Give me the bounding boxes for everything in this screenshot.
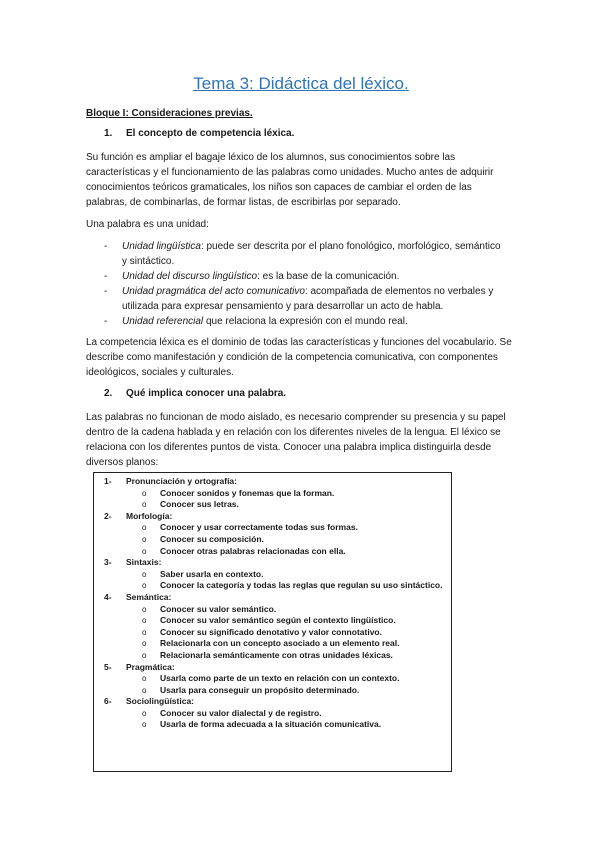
item-text: Conocer su significado denotativo y valor connotativo.	[160, 626, 382, 637]
category-label: Pragmática:	[126, 661, 175, 672]
paragraph-competence-function	[86, 150, 516, 210]
bullet-icon: o	[142, 488, 147, 498]
unit-description-cont: y sintáctico.	[122, 256, 175, 267]
text-line: características y el funcionamiento de las palabras como unidades. Mucho antes de adquirir	[86, 167, 494, 178]
section-number: 2.	[104, 388, 113, 399]
unit-description: : es la base de la comunicación.	[257, 271, 400, 282]
bullet-icon: o	[142, 604, 147, 614]
bullet-icon: o	[142, 569, 147, 579]
category-pragmatics	[104, 662, 451, 674]
bullet-icon: o	[142, 685, 147, 695]
text-line: Una palabra es una unidad:	[86, 219, 209, 230]
item-text: Conocer su composición.	[160, 533, 264, 544]
list-item	[104, 708, 451, 720]
list-item	[104, 522, 451, 534]
item-text: Relacionarla con un concepto asociado a un elemento real.	[160, 638, 400, 649]
unit-term: Unidad pragmática del acto comunicativo	[122, 286, 305, 297]
item-text: Usarla para conseguir un propósito determinado.	[160, 684, 360, 695]
bullet-icon: o	[142, 650, 147, 660]
unit-term: Unidad lingüística	[122, 241, 201, 252]
paragraph-lexical-competence	[86, 335, 516, 380]
text-line: dentro de la cadena hablada y en relación con los diferentes niveles de la lengua. El léxico se	[86, 427, 501, 438]
category-label: Sintaxis:	[126, 557, 162, 568]
section-number: 1.	[104, 128, 113, 139]
category-number: 4-	[104, 591, 112, 602]
item-text: Usarla de forma adecuada a la situación comunicativa.	[160, 719, 382, 730]
unit-description-cont: utilizada para expresar pensamiento y para desarrollar un acto de habla.	[122, 301, 444, 312]
category-label: Semántica:	[126, 591, 172, 602]
list-item	[104, 673, 451, 685]
category-label: Sociolingüística:	[126, 696, 195, 707]
category-pronunciation	[104, 476, 451, 488]
text-line: La competencia léxica es el dominio de todas las características y funciones del vocabulario. Se	[86, 337, 512, 348]
list-item	[104, 627, 451, 639]
item-text: Conocer su valor semántico según el contexto lingüístico.	[160, 615, 396, 626]
dash-marker: -	[104, 316, 108, 327]
category-label: Morfología:	[126, 510, 173, 521]
block-title: Bloque I: Consideraciones previas.	[86, 108, 253, 119]
section-heading-text: Qué implica conocer una palabra.	[126, 388, 287, 399]
text-line: relaciona con los diferentes puntos de vista. Conocer una palabra implica distinguirla desde	[86, 442, 492, 453]
bullet-icon: o	[142, 500, 147, 510]
text-line: Las palabras no funcionan de modo aislado, es necesario comprender su presencia y su papel	[86, 412, 506, 423]
text-line: palabras, de combinarlas, de formar listas, de escribirlas por separado.	[86, 197, 401, 208]
section-heading-1	[104, 128, 294, 139]
paragraph-word-unit	[86, 217, 516, 232]
list-item	[104, 615, 451, 627]
list-item	[104, 650, 451, 662]
bullet-icon: o	[142, 639, 147, 649]
unit-description: : puede ser descrita por el plano fonológico, morfológico, semántico	[200, 241, 501, 252]
list-item	[104, 719, 451, 731]
bullet-icon: o	[142, 581, 147, 591]
paragraph-knowing-word	[86, 410, 516, 470]
text-line: conocimientos teóricos gramaticales, los niños son capaces de cambiar el orden de las	[86, 182, 472, 193]
category-sociolinguistics	[104, 696, 451, 708]
dash-marker: -	[104, 241, 108, 252]
list-item	[86, 284, 516, 314]
item-text: Conocer sus letras.	[160, 499, 239, 510]
item-text: Conocer y usar correctamente todas sus formas.	[160, 522, 358, 533]
text-line: diversos planos:	[86, 457, 159, 468]
list-item	[104, 534, 451, 546]
word-knowledge-box	[93, 472, 452, 772]
item-text: Conocer sonidos y fonemas que la forman.	[160, 487, 335, 498]
item-text: Conocer otras palabras relacionadas con ella.	[160, 545, 346, 556]
section-heading-2	[104, 388, 286, 399]
item-text: Relacionarla semánticamente con otras unidades léxicas.	[160, 649, 393, 660]
bullet-icon: o	[142, 674, 147, 684]
bullet-icon: o	[142, 720, 147, 730]
list-item	[104, 685, 451, 697]
document-title: Tema 3: Didáctica del léxico.	[193, 74, 409, 93]
item-text: Conocer su valor semántico.	[160, 603, 277, 614]
bullet-icon: o	[142, 616, 147, 626]
bullet-icon: o	[142, 546, 147, 556]
category-label: Pronunciación y ortografía:	[126, 476, 237, 486]
category-morphology	[104, 511, 451, 523]
item-text: Saber usarla en contexto.	[160, 568, 264, 579]
section-heading-text: El concepto de competencia léxica.	[126, 128, 295, 139]
list-item	[86, 269, 516, 284]
unit-description: que relaciona la expresión con el mundo real.	[203, 316, 408, 327]
text-line: ideológicos, sociales y culturales.	[86, 367, 234, 378]
list-item	[86, 314, 516, 329]
text-line: Su función es ampliar el bagaje léxico de los alumnos, sus conocimientos sobre las	[86, 152, 456, 163]
category-number: 5-	[104, 661, 112, 672]
list-item	[104, 580, 451, 592]
dash-marker: -	[104, 286, 108, 297]
unit-description: : acompañada de elementos no verbales y	[304, 286, 494, 297]
bullet-icon: o	[142, 708, 147, 718]
unit-term: Unidad del discurso lingüístico	[122, 271, 258, 282]
text-line: describe como manifestación y condición de la competencia comunicativa, con componentes	[86, 352, 498, 363]
item-text: Conocer la categoría y todas las reglas que regulan su uso sintáctico.	[160, 580, 443, 591]
bullet-icon: o	[142, 627, 147, 637]
dash-marker: -	[104, 271, 108, 282]
category-number: 6-	[104, 696, 112, 707]
category-number: 2-	[104, 510, 112, 521]
item-text: Usarla como parte de un texto en relación con un contexto.	[160, 673, 400, 684]
category-semantics	[104, 592, 451, 604]
category-number: 1-	[104, 476, 112, 486]
category-number: 3-	[104, 557, 112, 568]
list-item	[104, 604, 451, 616]
list-item	[104, 488, 451, 500]
list-item	[104, 569, 451, 581]
unit-list	[86, 239, 516, 329]
bullet-icon: o	[142, 523, 147, 533]
list-item	[86, 239, 516, 269]
unit-term: Unidad referencial	[122, 316, 204, 327]
list-item	[104, 499, 451, 511]
list-item	[104, 546, 451, 558]
item-text: Conocer su valor dialectal y de registro.	[160, 707, 322, 718]
category-syntax	[104, 557, 451, 569]
list-item	[104, 638, 451, 650]
bullet-icon: o	[142, 534, 147, 544]
